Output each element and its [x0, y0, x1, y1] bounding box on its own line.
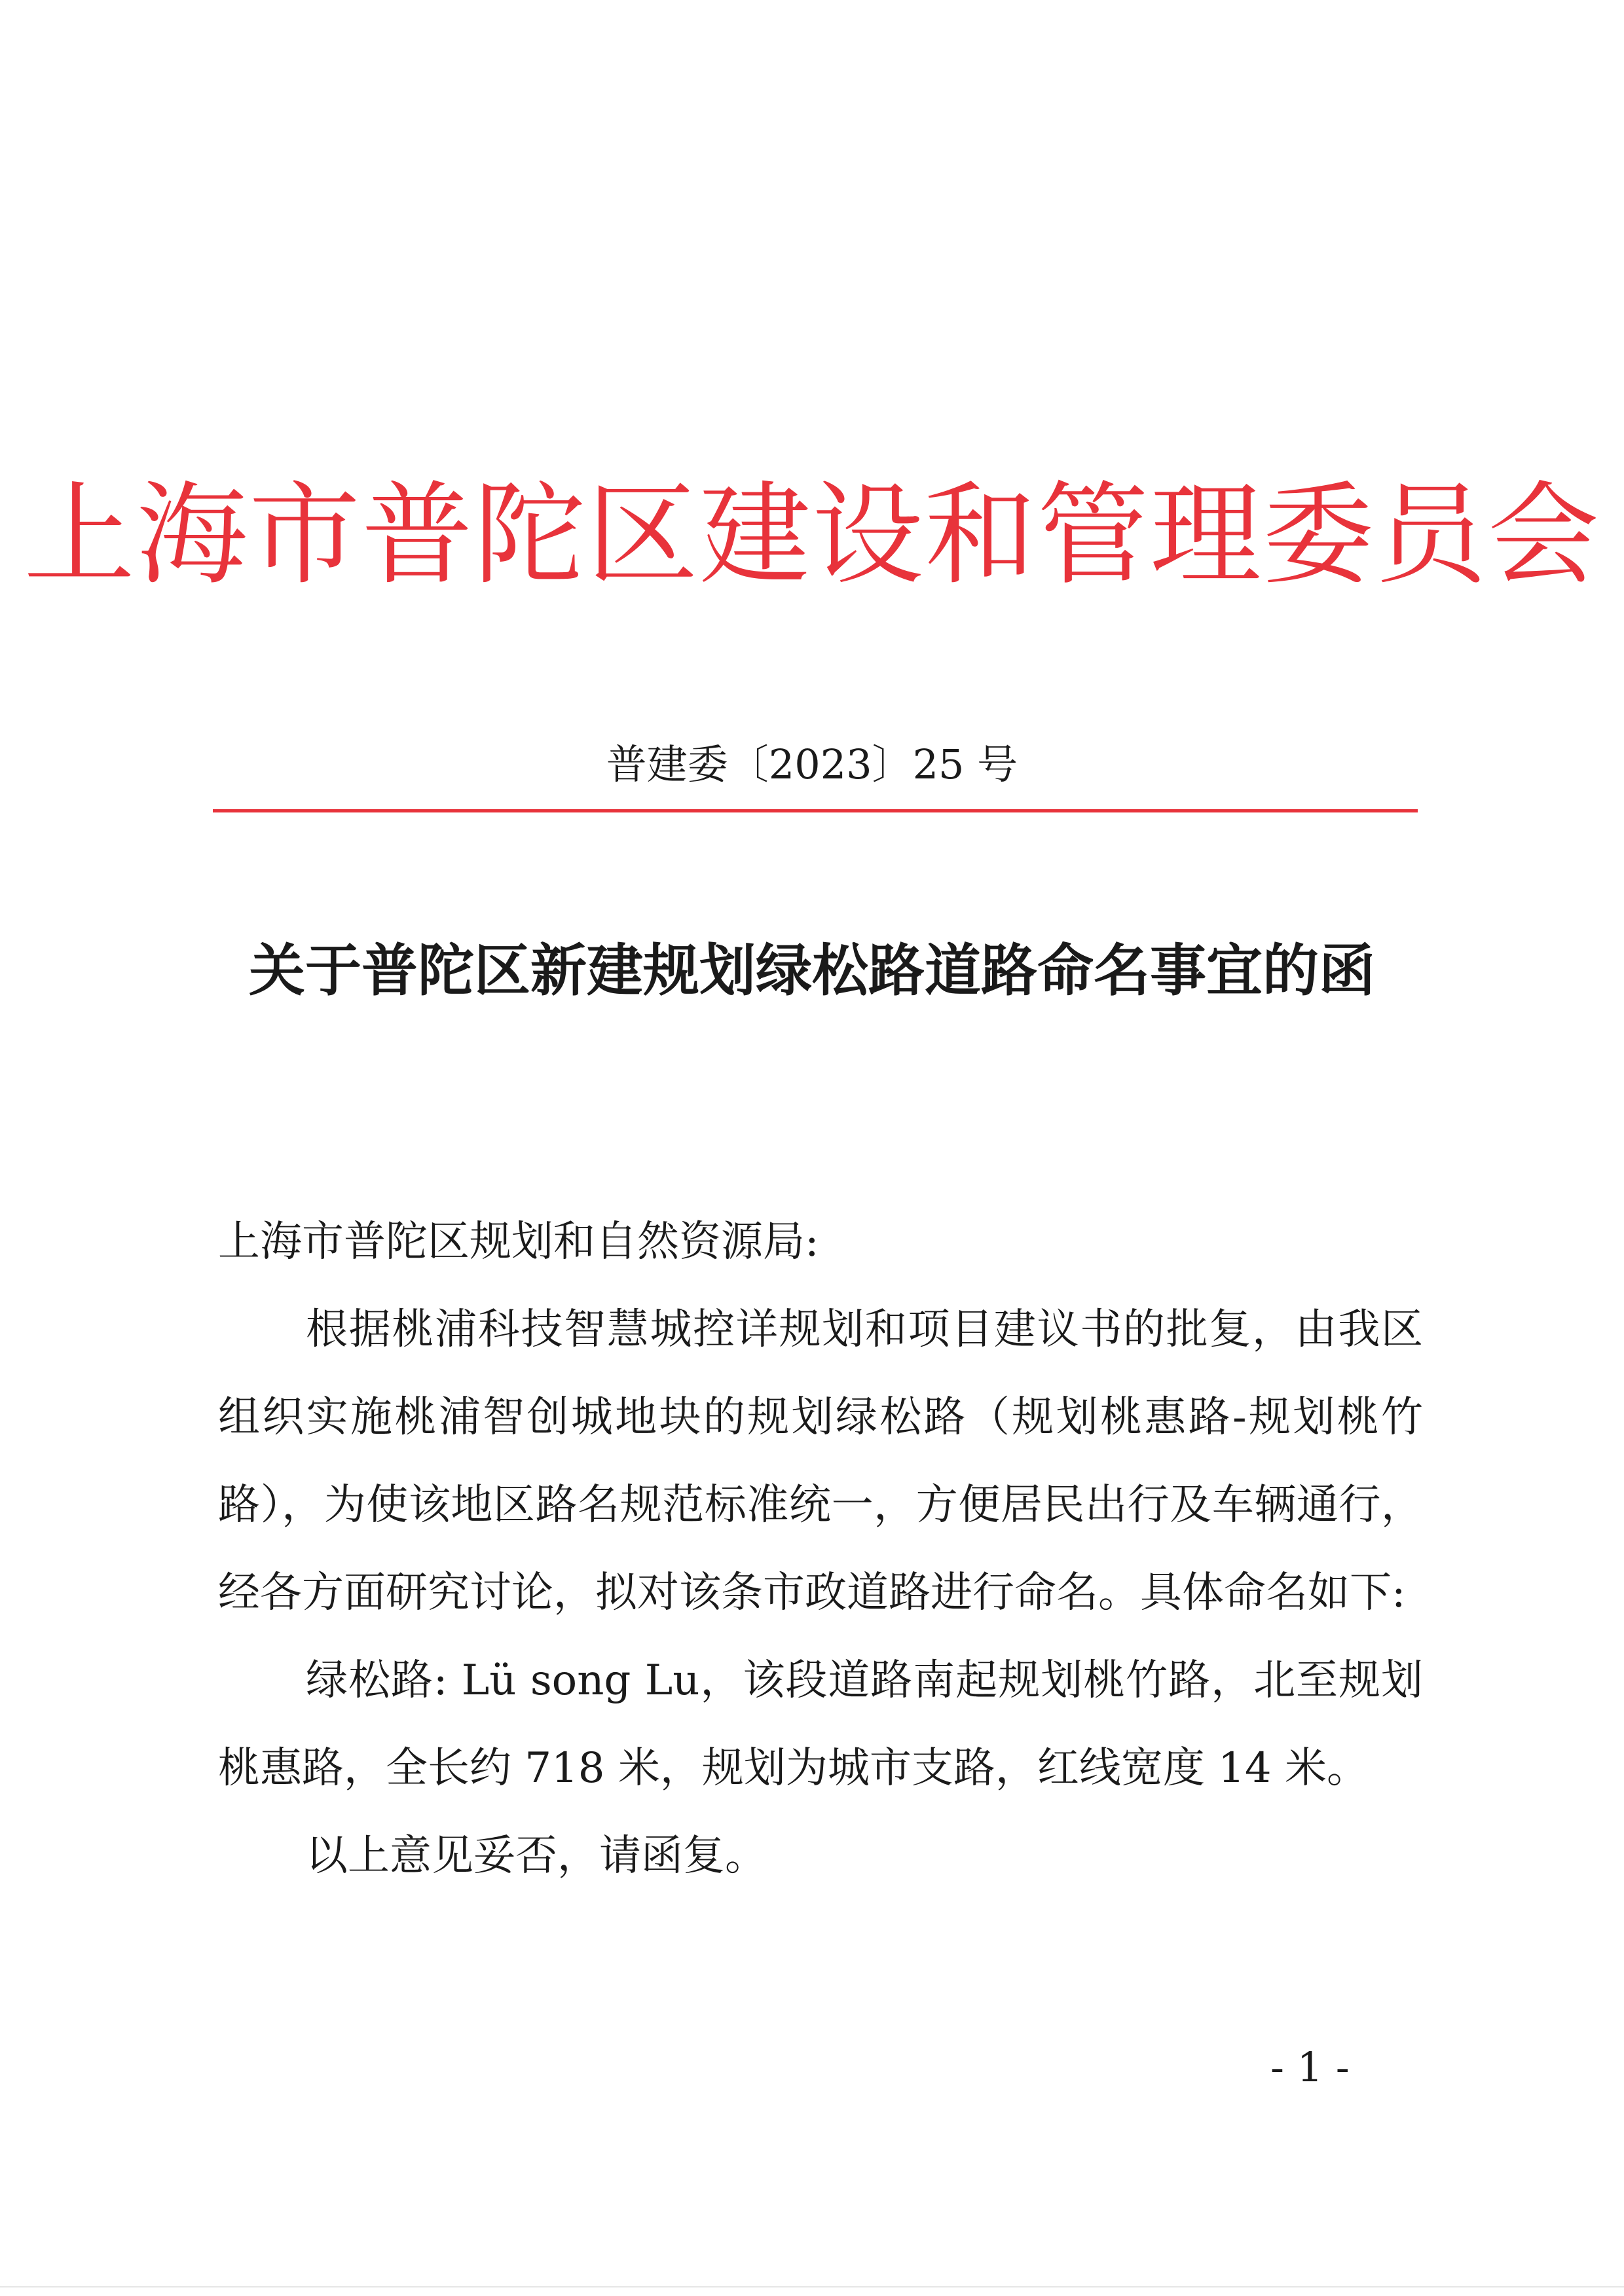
body-paragraph-naming: 绿松路: Lü song Lu，该段道路南起规划桃竹路，北至规划桃惠路，全长约 718 米，规划为城市支路，红线宽度 14 米。	[218, 1656, 1423, 1793]
header-red-divider	[213, 809, 1418, 812]
body-paragraph-background: 根据桃浦科技智慧城控详规划和项目建议书的批复，由我区组织实施桃浦智创城地块的规划绿松路（规划桃惠路-规划桃竹路），为使该地区路名规范标准统一，方便居民出行及车辆通行，经各方面研究讨论，拟对该条市政道路进行命名。具体命名如下:	[218, 1305, 1423, 1617]
document-number: 普建委〔2023〕25 号	[606, 740, 1018, 788]
organization-header-title: 上海市普陀区建设和管理委员会	[23, 471, 1600, 600]
body-paragraph-closing: 以上意见妥否，请函复。	[306, 1832, 767, 1880]
salutation: 上海市普陀区规划和自然资源局:	[218, 1218, 819, 1266]
page-number: - 1 -	[1270, 2043, 1350, 2091]
letter-body	[218, 1198, 1423, 1900]
scan-edge-line	[0, 2286, 1624, 2287]
letter-title: 关于普陀区新建规划绿松路道路命名事宜的函	[249, 938, 1375, 1004]
